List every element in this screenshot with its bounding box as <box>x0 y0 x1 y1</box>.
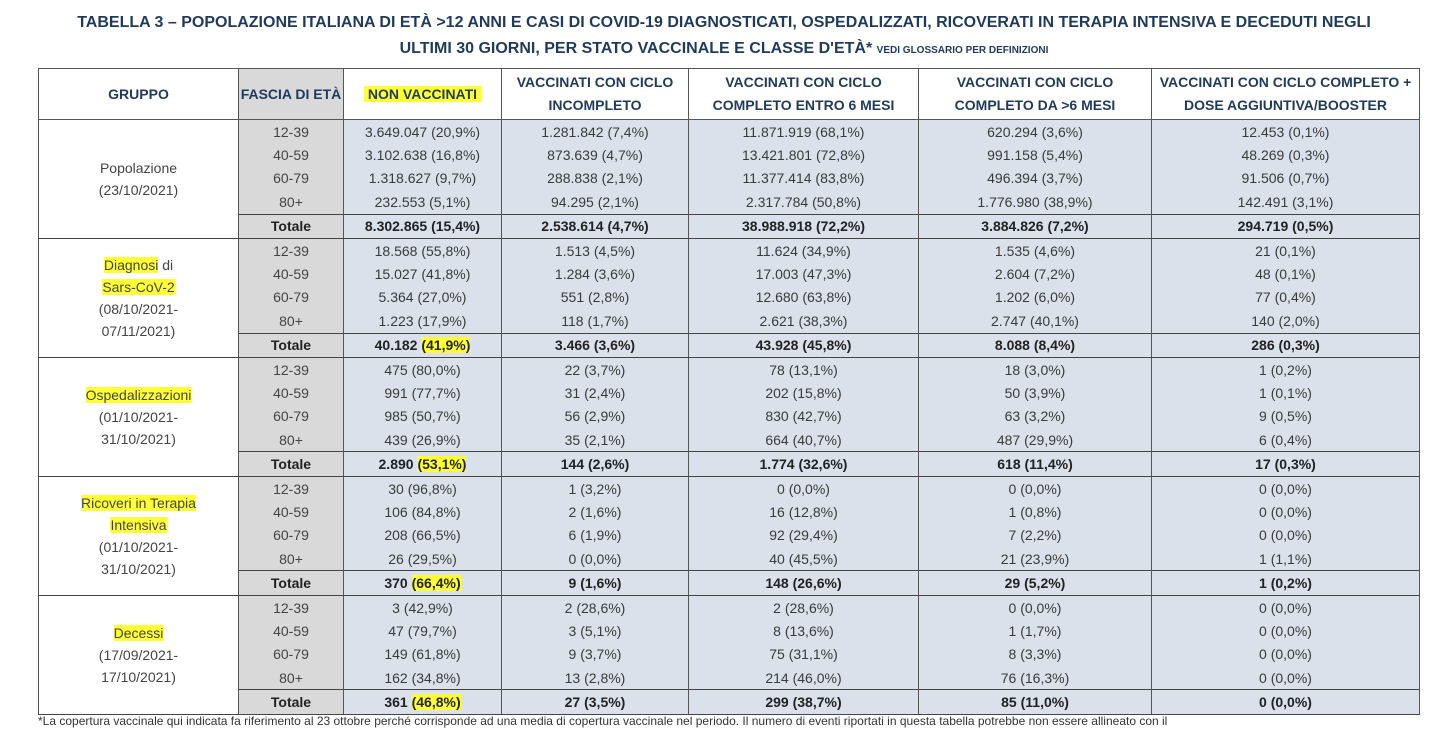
value-cell: 1 (0,1%) <box>1152 381 1420 404</box>
total-percent: (66,4%) <box>411 575 461 592</box>
age-cell: 80+ <box>239 666 344 690</box>
age-cell: 60-79 <box>239 524 344 547</box>
total-value-cell: 17 (0,3%) <box>1152 452 1420 476</box>
value-cell: 991.158 (5,4%) <box>919 143 1152 166</box>
value-cell: 620.294 (3,6%) <box>919 120 1152 144</box>
total-value-cell: 294.719 (0,5%) <box>1152 214 1420 238</box>
value-cell: 40 (45,5%) <box>689 547 919 571</box>
value-cell: 2.621 (38,3%) <box>689 309 919 333</box>
value-cell: 77 (0,4%) <box>1152 286 1420 309</box>
value-cell: 985 (50,7%) <box>344 405 502 428</box>
value-cell: 16 (12,8%) <box>689 500 919 523</box>
value-cell: 0 (0,0%) <box>919 476 1152 500</box>
group-label-terapia-intensiva <box>39 476 239 595</box>
age-cell: 80+ <box>239 547 344 571</box>
total-non-vaccinati <box>344 452 502 476</box>
value-cell: 873.639 (4,7%) <box>502 143 689 166</box>
group-dates-end: 31/10/2021) <box>101 560 176 577</box>
total-non-vaccinati <box>344 214 502 238</box>
table-row <box>39 428 1420 452</box>
value-cell: 48.269 (0,3%) <box>1152 143 1420 166</box>
age-cell: 80+ <box>239 309 344 333</box>
total-row <box>39 214 1420 238</box>
value-cell: 0 (0,0%) <box>1152 500 1420 523</box>
value-cell: 1 (1,1%) <box>1152 547 1420 571</box>
value-cell: 551 (2,8%) <box>502 286 689 309</box>
group-name: Diagnosi <box>103 256 159 273</box>
value-cell: 0 (0,0%) <box>919 595 1152 619</box>
value-cell: 21 (23,9%) <box>919 547 1152 571</box>
header-non-vaccinati-text: NON VACCINATI <box>364 86 481 102</box>
value-cell: 31 (2,4%) <box>502 381 689 404</box>
value-cell: 76 (16,3%) <box>919 666 1152 690</box>
table-row <box>39 500 1420 523</box>
value-cell: 92 (29,4%) <box>689 524 919 547</box>
total-row <box>39 452 1420 476</box>
value-cell: 47 (79,7%) <box>344 619 502 642</box>
group-dates: (08/10/2021- <box>98 300 179 317</box>
total-count: 361 <box>384 694 408 711</box>
value-cell: 1.513 (4,5%) <box>502 238 689 262</box>
total-value-cell: 148 (26,6%) <box>689 571 919 595</box>
value-cell: 1.535 (4,6%) <box>919 238 1152 262</box>
value-cell: 0 (0,0%) <box>1152 666 1420 690</box>
value-cell: 94.295 (2,1%) <box>502 190 689 214</box>
total-non-vaccinati <box>344 690 502 714</box>
value-cell: 15.027 (41,8%) <box>344 262 502 285</box>
group-dates: (01/10/2021- <box>98 538 179 555</box>
total-label: Totale <box>239 452 344 476</box>
group-label-popolazione <box>39 120 239 239</box>
value-cell: 0 (0,0%) <box>689 476 919 500</box>
total-row <box>39 571 1420 595</box>
total-value-cell: 38.988.918 (72,2%) <box>689 214 919 238</box>
value-cell: 12.680 (63,8%) <box>689 286 919 309</box>
total-percent: (53,1%) <box>417 456 467 473</box>
value-cell: 2 (28,6%) <box>502 595 689 619</box>
table-row <box>39 547 1420 571</box>
header-oltre-6-mesi: VACCINATI CON CICLO COMPLETO DA >6 MESI <box>919 69 1152 120</box>
value-cell: 0 (0,0%) <box>1152 524 1420 547</box>
value-cell: 664 (40,7%) <box>689 428 919 452</box>
group-name: Ospedalizzazioni <box>85 386 192 403</box>
total-count: 40.182 <box>374 337 418 354</box>
value-cell: 13 (2,8%) <box>502 666 689 690</box>
title-line-2 <box>0 36 1448 64</box>
value-cell: 91.506 (0,7%) <box>1152 167 1420 190</box>
total-value-cell: 618 (11,4%) <box>919 452 1152 476</box>
value-cell: 208 (66,5%) <box>344 524 502 547</box>
value-cell: 9 (0,5%) <box>1152 405 1420 428</box>
value-cell: 7 (2,2%) <box>919 524 1152 547</box>
value-cell: 162 (34,8%) <box>344 666 502 690</box>
value-cell: 3 (42,9%) <box>344 595 502 619</box>
value-cell: 17.003 (47,3%) <box>689 262 919 285</box>
value-cell: 1 (0,8%) <box>919 500 1152 523</box>
header-incompleto: VACCINATI CON CICLO INCOMPLETO <box>502 69 689 120</box>
group-dates: (01/10/2021- <box>98 408 179 425</box>
value-cell: 1 (3,2%) <box>502 476 689 500</box>
value-cell: 35 (2,1%) <box>502 428 689 452</box>
value-cell: 1 (0,2%) <box>1152 357 1420 381</box>
value-cell: 118 (1,7%) <box>502 309 689 333</box>
value-cell: 3 (5,1%) <box>502 619 689 642</box>
value-cell: 48 (0,1%) <box>1152 262 1420 285</box>
age-cell: 12-39 <box>239 595 344 619</box>
group-label-diagnosi <box>39 238 239 357</box>
table-row <box>39 476 1420 500</box>
value-cell: 30 (96,8%) <box>344 476 502 500</box>
total-count: 2.890 <box>378 456 414 473</box>
table-row <box>39 405 1420 428</box>
age-cell: 40-59 <box>239 381 344 404</box>
age-cell: 60-79 <box>239 643 344 666</box>
group-dates: (23/10/2021) <box>98 181 179 198</box>
value-cell: 11.377.414 (83,8%) <box>689 167 919 190</box>
value-cell: 2.747 (40,1%) <box>919 309 1152 333</box>
group-dates-end: 17/10/2021) <box>101 668 176 685</box>
value-cell: 0 (0,0%) <box>502 547 689 571</box>
title-line-2-text: ULTIMI 30 GIORNI, PER STATO VACCINALE E CLASSE D'ETÀ* <box>399 40 873 57</box>
value-cell: 140 (2,0%) <box>1152 309 1420 333</box>
value-cell: 5.364 (27,0%) <box>344 286 502 309</box>
total-percent: (41,9%) <box>421 337 471 354</box>
value-cell: 202 (15,8%) <box>689 381 919 404</box>
value-cell: 487 (29,9%) <box>919 428 1152 452</box>
age-cell: 80+ <box>239 190 344 214</box>
header-entro-6-mesi: VACCINATI CON CICLO COMPLETO ENTRO 6 MESI <box>689 69 919 120</box>
value-cell: 18 (3,0%) <box>919 357 1152 381</box>
value-cell: 106 (84,8%) <box>344 500 502 523</box>
table-row <box>39 143 1420 166</box>
total-value-cell: 144 (2,6%) <box>502 452 689 476</box>
age-cell: 60-79 <box>239 405 344 428</box>
value-cell: 11.624 (34,9%) <box>689 238 919 262</box>
value-cell: 1.776.980 (38,9%) <box>919 190 1152 214</box>
value-cell: 75 (31,1%) <box>689 643 919 666</box>
total-percent: (46,8%) <box>411 694 461 711</box>
value-cell: 2.317.784 (50,8%) <box>689 190 919 214</box>
header-fascia: FASCIA DI ETÀ <box>239 69 344 120</box>
value-cell: 8 (3,3%) <box>919 643 1152 666</box>
group-label-ospedalizzazioni <box>39 357 239 476</box>
header-row <box>39 69 1420 120</box>
value-cell: 26 (29,5%) <box>344 547 502 571</box>
group-name-2: Intensiva <box>110 516 167 533</box>
group-dates-end: 07/11/2021) <box>101 322 176 339</box>
value-cell: 63 (3,2%) <box>919 405 1152 428</box>
table-row <box>39 381 1420 404</box>
total-value-cell: 286 (0,3%) <box>1152 333 1420 357</box>
value-cell: 13.421.801 (72,8%) <box>689 143 919 166</box>
value-cell: 0 (0,0%) <box>1152 643 1420 666</box>
age-cell: 40-59 <box>239 262 344 285</box>
total-non-vaccinati <box>344 333 502 357</box>
footnote: *La copertura vaccinale qui indicata fa riferimento al 23 ottobre perché corrisponde ad una media di copertura vaccinale nel periodo. Il numero di eventi riportati in questa tabella potrebbe non essere allineato con il <box>38 714 1168 728</box>
table-row <box>39 309 1420 333</box>
value-cell: 56 (2,9%) <box>502 405 689 428</box>
value-cell: 0 (0,0%) <box>1152 595 1420 619</box>
table-row <box>39 167 1420 190</box>
age-cell: 12-39 <box>239 476 344 500</box>
age-cell: 12-39 <box>239 238 344 262</box>
group-name-2: Sars-CoV-2 <box>102 278 175 295</box>
value-cell: 3.102.638 (16,8%) <box>344 143 502 166</box>
value-cell: 232.553 (5,1%) <box>344 190 502 214</box>
value-cell: 0 (0,0%) <box>1152 476 1420 500</box>
value-cell: 18.568 (55,8%) <box>344 238 502 262</box>
value-cell: 439 (26,9%) <box>344 428 502 452</box>
table-row <box>39 619 1420 642</box>
table-row <box>39 286 1420 309</box>
value-cell: 142.491 (3,1%) <box>1152 190 1420 214</box>
total-value-cell: 299 (38,7%) <box>689 690 919 714</box>
total-percent: (15,4%) <box>431 218 481 235</box>
value-cell: 50 (3,9%) <box>919 381 1152 404</box>
group-label-decessi <box>39 595 239 714</box>
value-cell: 6 (0,4%) <box>1152 428 1420 452</box>
value-cell: 991 (77,7%) <box>344 381 502 404</box>
age-cell: 40-59 <box>239 143 344 166</box>
total-label: Totale <box>239 333 344 357</box>
group-name: Ricoveri in Terapia <box>81 494 196 511</box>
value-cell: 78 (13,1%) <box>689 357 919 381</box>
value-cell: 830 (42,7%) <box>689 405 919 428</box>
header-gruppo: GRUPPO <box>39 69 239 120</box>
table-row <box>39 524 1420 547</box>
total-value-cell: 85 (11,0%) <box>919 690 1152 714</box>
total-label: Totale <box>239 214 344 238</box>
value-cell: 1.281.842 (7,4%) <box>502 120 689 144</box>
total-value-cell: 3.466 (3,6%) <box>502 333 689 357</box>
value-cell: 9 (3,7%) <box>502 643 689 666</box>
value-cell: 1.284 (3,6%) <box>502 262 689 285</box>
value-cell: 0 (0,0%) <box>1152 619 1420 642</box>
value-cell: 2 (1,6%) <box>502 500 689 523</box>
total-value-cell: 1 (0,2%) <box>1152 571 1420 595</box>
glossary-note: VEDI GLOSSARIO PER DEFINIZIONI <box>876 45 1049 56</box>
value-cell: 214 (46,0%) <box>689 666 919 690</box>
value-cell: 22 (3,7%) <box>502 357 689 381</box>
table-row <box>39 666 1420 690</box>
age-cell: 12-39 <box>239 120 344 144</box>
value-cell: 21 (0,1%) <box>1152 238 1420 262</box>
total-value-cell: 0 (0,0%) <box>1152 690 1420 714</box>
table-title <box>0 10 1448 64</box>
table-row <box>39 238 1420 262</box>
group-name: Popolazione <box>99 159 178 176</box>
total-value-cell: 29 (5,2%) <box>919 571 1152 595</box>
value-cell: 475 (80,0%) <box>344 357 502 381</box>
value-cell: 1.223 (17,9%) <box>344 309 502 333</box>
table-row <box>39 190 1420 214</box>
age-cell: 40-59 <box>239 500 344 523</box>
age-cell: 12-39 <box>239 357 344 381</box>
total-value-cell: 1.774 (32,6%) <box>689 452 919 476</box>
value-cell: 8 (13,6%) <box>689 619 919 642</box>
table-row <box>39 357 1420 381</box>
title-line-1: TABELLA 3 – POPOLAZIONE ITALIANA DI ETÀ >12 ANNI E CASI DI COVID-19 DIAGNOSTICATI, OSPEDALIZZATI, RICOVERATI IN TERAPIA INTENSIVA E DECEDUTI NEGLI <box>77 14 1371 31</box>
value-cell: 3.649.047 (20,9%) <box>344 120 502 144</box>
age-cell: 60-79 <box>239 167 344 190</box>
value-cell: 2.604 (7,2%) <box>919 262 1152 285</box>
total-value-cell: 43.928 (45,8%) <box>689 333 919 357</box>
age-cell: 80+ <box>239 428 344 452</box>
table-row <box>39 595 1420 619</box>
group-name: Decessi <box>113 624 164 641</box>
total-label: Totale <box>239 690 344 714</box>
group-name-suffix: di <box>162 256 174 273</box>
age-cell: 60-79 <box>239 286 344 309</box>
header-booster: VACCINATI CON CICLO COMPLETO + DOSE AGGIUNTIVA/BOOSTER <box>1152 69 1420 120</box>
total-count: 8.302.865 <box>364 218 428 235</box>
value-cell: 1.202 (6,0%) <box>919 286 1152 309</box>
vaccination-table <box>38 68 1420 715</box>
total-value-cell: 8.088 (8,4%) <box>919 333 1152 357</box>
total-non-vaccinati <box>344 571 502 595</box>
table-row <box>39 643 1420 666</box>
group-dates: (17/09/2021- <box>98 646 179 663</box>
total-value-cell: 3.884.826 (7,2%) <box>919 214 1152 238</box>
value-cell: 288.838 (2,1%) <box>502 167 689 190</box>
table-row <box>39 262 1420 285</box>
value-cell: 6 (1,9%) <box>502 524 689 547</box>
value-cell: 149 (61,8%) <box>344 643 502 666</box>
total-row <box>39 333 1420 357</box>
value-cell: 1.318.627 (9,7%) <box>344 167 502 190</box>
table-row <box>39 120 1420 144</box>
total-value-cell: 27 (3,5%) <box>502 690 689 714</box>
total-value-cell: 2.538.614 (4,7%) <box>502 214 689 238</box>
value-cell: 2 (28,6%) <box>689 595 919 619</box>
total-label: Totale <box>239 571 344 595</box>
total-row <box>39 690 1420 714</box>
total-count: 370 <box>384 575 408 592</box>
age-cell: 40-59 <box>239 619 344 642</box>
value-cell: 496.394 (3,7%) <box>919 167 1152 190</box>
value-cell: 11.871.919 (68,1%) <box>689 120 919 144</box>
table-body <box>39 120 1420 715</box>
header-non-vaccinati <box>344 69 502 120</box>
value-cell: 12.453 (0,1%) <box>1152 120 1420 144</box>
group-dates-end: 31/10/2021) <box>101 430 176 447</box>
value-cell: 1 (1,7%) <box>919 619 1152 642</box>
total-value-cell: 9 (1,6%) <box>502 571 689 595</box>
